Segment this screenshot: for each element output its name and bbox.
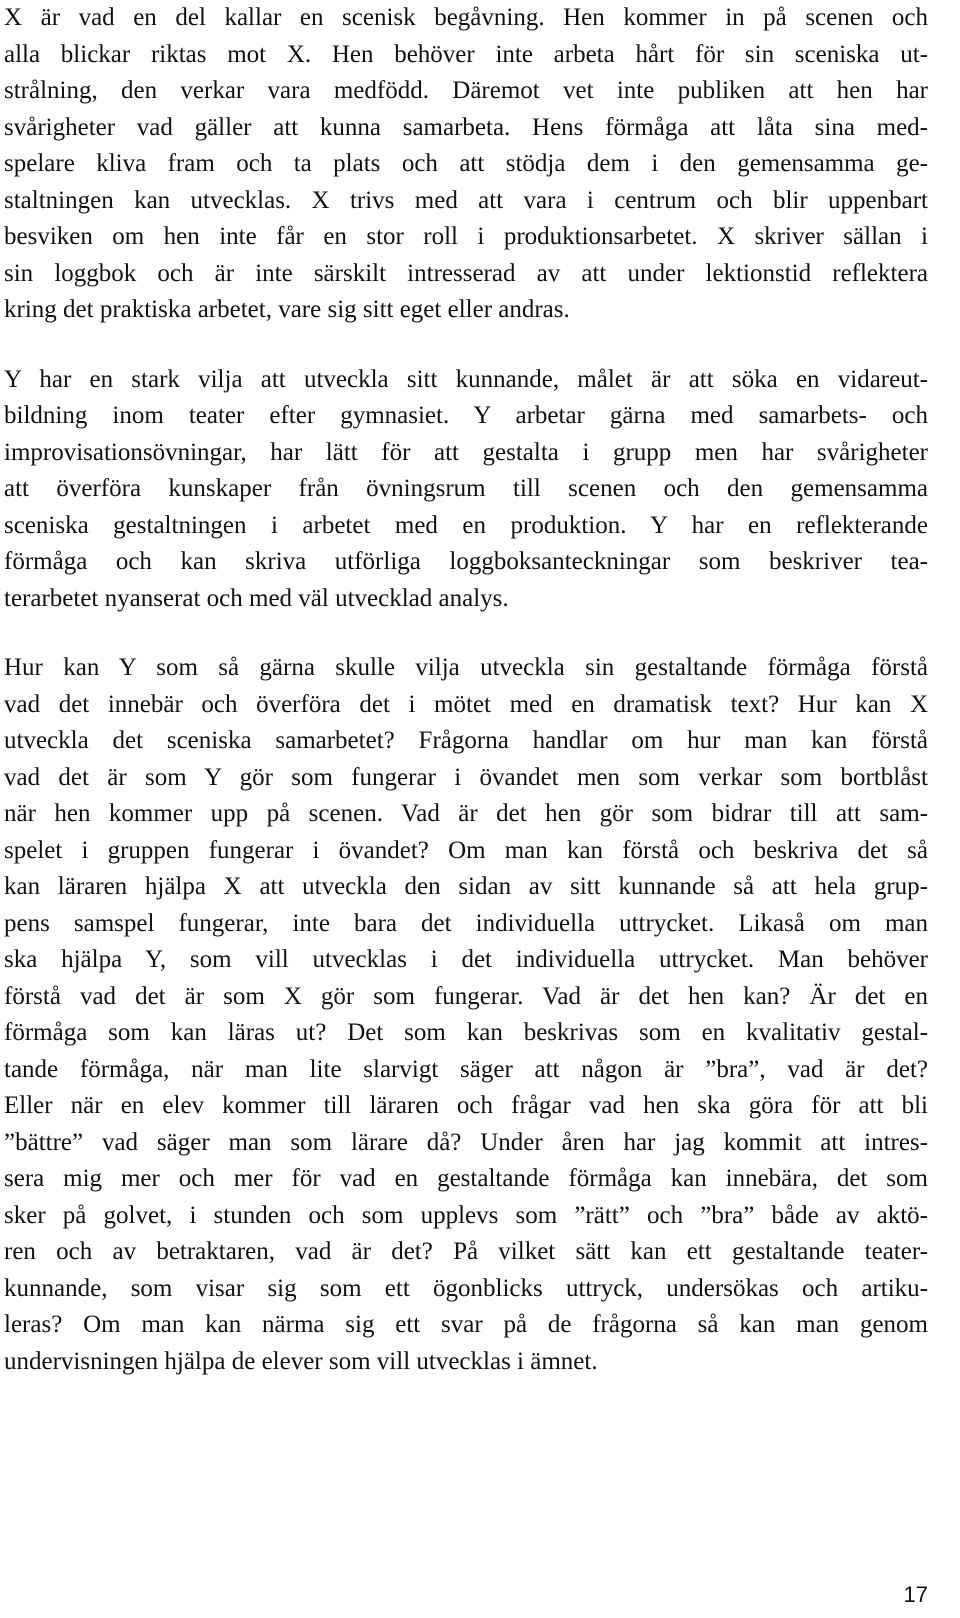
- paragraph-line: tande förmåga, när man lite slarvigt säger att någon är ”bra”, vad är det?: [4, 1055, 928, 1083]
- paragraph-line: att överföra kunskaper från övningsrum till scenen och den gemensamma: [4, 475, 928, 502]
- paragraph-3: [4, 650, 928, 1380]
- paragraph-spacer: [4, 617, 928, 650]
- paragraph-line: staltningen kan utvecklas. X trivs med att vara i centrum och blir uppenbart: [4, 186, 928, 214]
- document-page: [4, 0, 928, 1380]
- paragraph-line: förmåga som kan läras ut? Det som kan beskrivas som en kvalitativ gestal-: [4, 1019, 928, 1046]
- paragraph-line: sker på golvet, i stunden och som upplevs som ”rätt” och ”bra” både av aktö-: [4, 1201, 928, 1229]
- paragraph-line: undervisningen hjälpa de elever som vill utvecklas i ämnet.: [4, 1347, 598, 1375]
- paragraph-line: Hur kan Y som så gärna skulle vilja utveckla sin gestaltande förmåga förstå: [4, 654, 928, 681]
- paragraph-2: [4, 362, 928, 618]
- paragraph-line: terarbetet nyanserat och med väl utvecklad analys.: [4, 584, 509, 612]
- paragraph-line: ska hjälpa Y, som vill utvecklas i det individuella uttrycket. Man behöver: [4, 946, 928, 973]
- paragraph-line: spelet i gruppen fungerar i övandet? Om man kan förstå och beskriva det så: [4, 836, 928, 864]
- paragraph-line: kan läraren hjälpa X att utveckla den sidan av sitt kunnande så att hela grup-: [4, 873, 928, 900]
- paragraph-line: alla blickar riktas mot X. Hen behöver inte arbeta hårt för sin sceniska ut-: [4, 40, 928, 68]
- paragraph-line: ren och av betraktaren, vad är det? På vilket sätt kan ett gestaltande teater-: [4, 1238, 928, 1265]
- paragraph-line: utveckla det sceniska samarbetet? Frågorna handlar om hur man kan förstå: [4, 727, 928, 754]
- paragraph-line: X är vad en del kallar en scenisk begåvning. Hen kommer in på scenen och: [4, 4, 928, 31]
- paragraph-line: kunnande, som visar sig som ett ögonblicks uttryck, undersökas och artiku-: [4, 1274, 928, 1302]
- paragraph-line: sera mig mer och mer för vad en gestaltande förmåga kan innebära, det som: [4, 1165, 928, 1192]
- paragraph-line: Eller när en elev kommer till läraren och frågar vad hen ska göra för att bli: [4, 1092, 928, 1119]
- paragraph-line: vad det innebär och överföra det i mötet med en dramatisk text? Hur kan X: [4, 690, 928, 718]
- paragraph-line: när hen kommer upp på scenen. Vad är det hen gör som bidrar till att sam-: [4, 800, 928, 827]
- paragraph-line: strålning, den verkar vara medfödd. Däremot vet inte publiken att hen har: [4, 77, 928, 104]
- paragraph-line: leras? Om man kan närma sig ett svar på de frågorna så kan man genom: [4, 1311, 928, 1338]
- paragraph-line: sceniska gestaltningen i arbetet med en produktion. Y har en reflekterande: [4, 511, 928, 539]
- paragraph-1: [4, 0, 928, 329]
- paragraph-line: ”bättre” vad säger man som lärare då? Under åren har jag kommit att intres-: [4, 1128, 928, 1156]
- paragraph-line: bildning inom teater efter gymnasiet. Y arbetar gärna med samarbets- och: [4, 402, 928, 429]
- paragraph-line: sin loggbok och är inte särskilt intresserad av att under lektionstid reflektera: [4, 259, 928, 287]
- page-number: 17: [903, 1582, 928, 1607]
- paragraph-line: pens samspel fungerar, inte bara det individuella uttrycket. Likaså om man: [4, 909, 928, 937]
- paragraph-line: förstå vad det är som X gör som fungerar. Vad är det hen kan? Är det en: [4, 982, 928, 1010]
- paragraph-line: besviken om hen inte får en stor roll i produktionsarbetet. X skriver sällan i: [4, 223, 928, 250]
- paragraph-line: Y har en stark vilja att utveckla sitt kunnande, målet är att söka en vidareut-: [4, 365, 928, 393]
- paragraph-line: kring det praktiska arbetet, vare sig sitt eget eller andras.: [4, 296, 570, 323]
- paragraph-line: förmåga och kan skriva utförliga loggboksanteckningar som beskriver tea-: [4, 548, 928, 575]
- paragraph-line: improvisationsövningar, har lätt för att gestalta i grupp men har svårigheter: [4, 438, 928, 466]
- paragraph-spacer: [4, 329, 928, 362]
- paragraph-line: svårigheter vad gäller att kunna samarbeta. Hens förmåga att låta sina med-: [4, 113, 928, 141]
- paragraph-line: vad det är som Y gör som fungerar i övandet men som verkar som bortblåst: [4, 763, 928, 791]
- paragraph-line: spelare kliva fram och ta plats och att stödja dem i den gemensamma ge-: [4, 150, 928, 177]
